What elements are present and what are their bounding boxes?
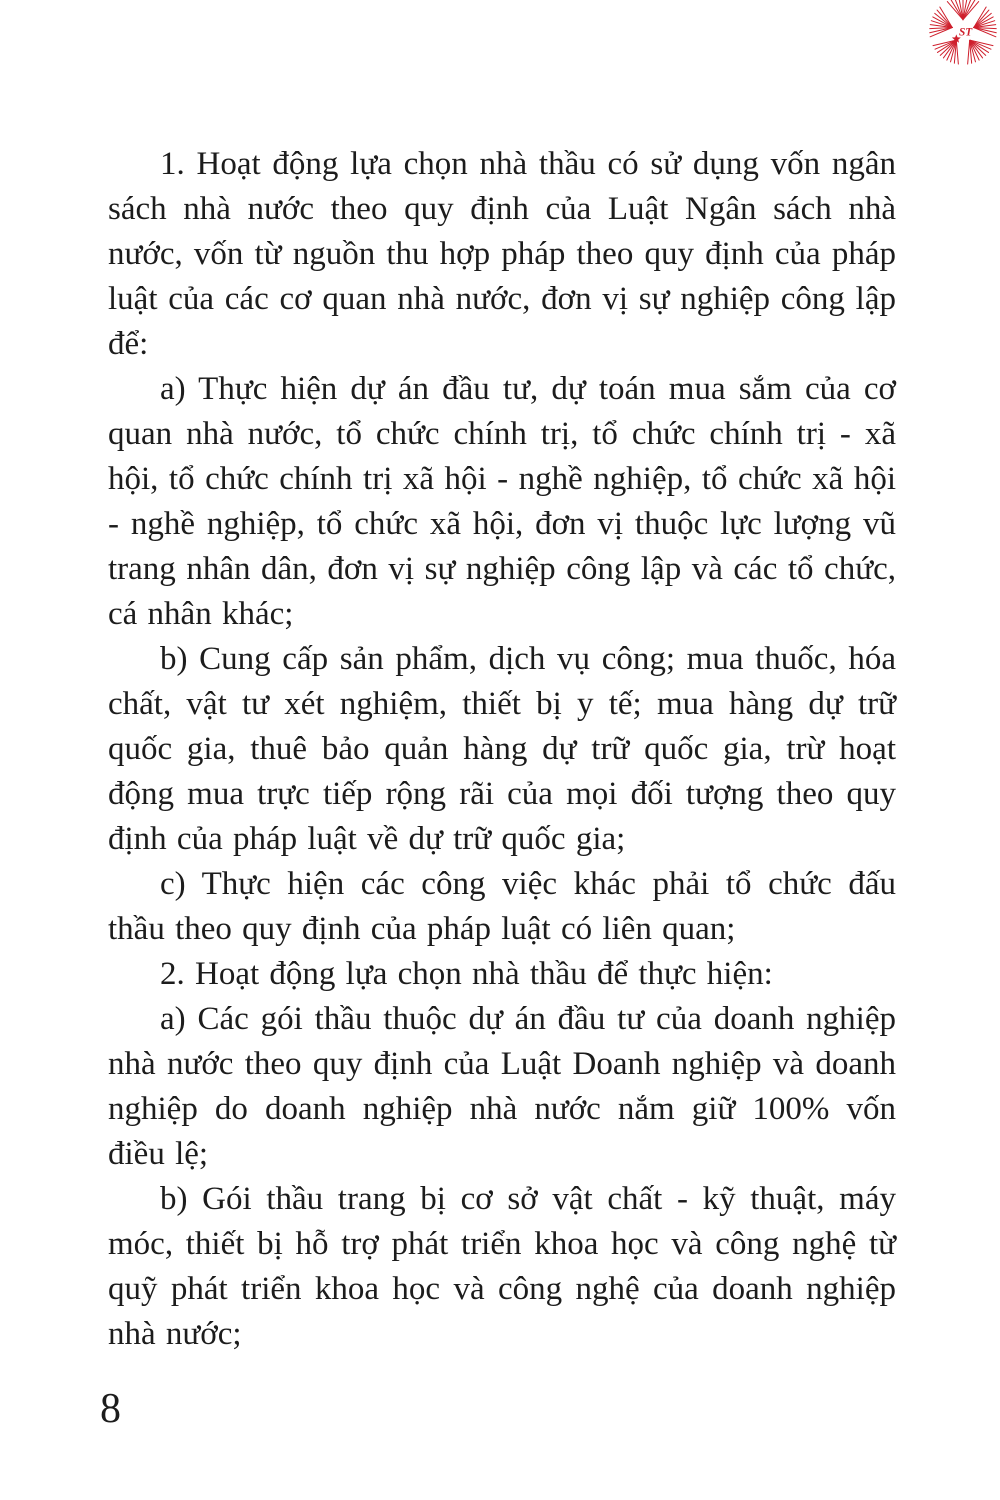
paragraph-clause-1a: a) Thực hiện dự án đầu tư, dự toán mua sắm của cơ quan nhà nước, tổ chức chính trị, tổ chức chính trị - xã hội, tổ chức chính trị xã hội - nghề nghiệp, tổ chức xã hội - nghề nghiệp, tổ chức xã hội, đơn vị thuộc lực lượng vũ trang nhân dân, đơn vị sự nghiệp công lập và các tổ chức, cá nhân khác;: [108, 371, 896, 632]
paragraph-clause-1b: b) Cung cấp sản phẩm, dịch vụ công; mua thuốc, hóa chất, vật tư xét nghiệm, thiết bị y tế; mua hàng dự trữ quốc gia, thuê bảo quản hàng dự trữ quốc gia, trừ hoạt động mua trực tiếp rộng rãi của mọi đối tượng theo quy định của pháp luật về dự trữ quốc gia;: [108, 641, 896, 857]
paragraph-clause-1c: c) Thực hiện các công việc khác phải tổ chức đấu thầu theo quy định của pháp luật có liên quan;: [108, 866, 896, 947]
body-text: [108, 142, 896, 1357]
paragraph-clause-2a: a) Các gói thầu thuộc dự án đầu tư của doanh nghiệp nhà nước theo quy định của Luật Doanh nghiệp và doanh nghiệp do doanh nghiệp nhà nước nắm giữ 100% vốn điều lệ;: [108, 1001, 896, 1172]
page-number: 8: [100, 1386, 121, 1432]
logo-monogram: ST: [959, 26, 973, 39]
paragraph-clause-2: 2. Hoạt động lựa chọn nhà thầu để thực hiện:: [160, 956, 773, 992]
paragraph-clause-1: 1. Hoạt động lựa chọn nhà thầu có sử dụng vốn ngân sách nhà nước theo quy định của Luật Ngân sách nhà nước, vốn từ nguồn thu hợp pháp theo quy định của pháp luật của các cơ quan nhà nước, đơn vị sự nghiệp công lập để:: [108, 146, 896, 362]
su-that-publisher-star-logo: [923, 0, 1000, 76]
paragraph-clause-2b: b) Gói thầu trang bị cơ sở vật chất - kỹ thuật, máy móc, thiết bị hỗ trợ phát triển khoa học và công nghệ từ quỹ phát triển khoa học và công nghệ của doanh nghiệp nhà nước;: [108, 1181, 896, 1352]
